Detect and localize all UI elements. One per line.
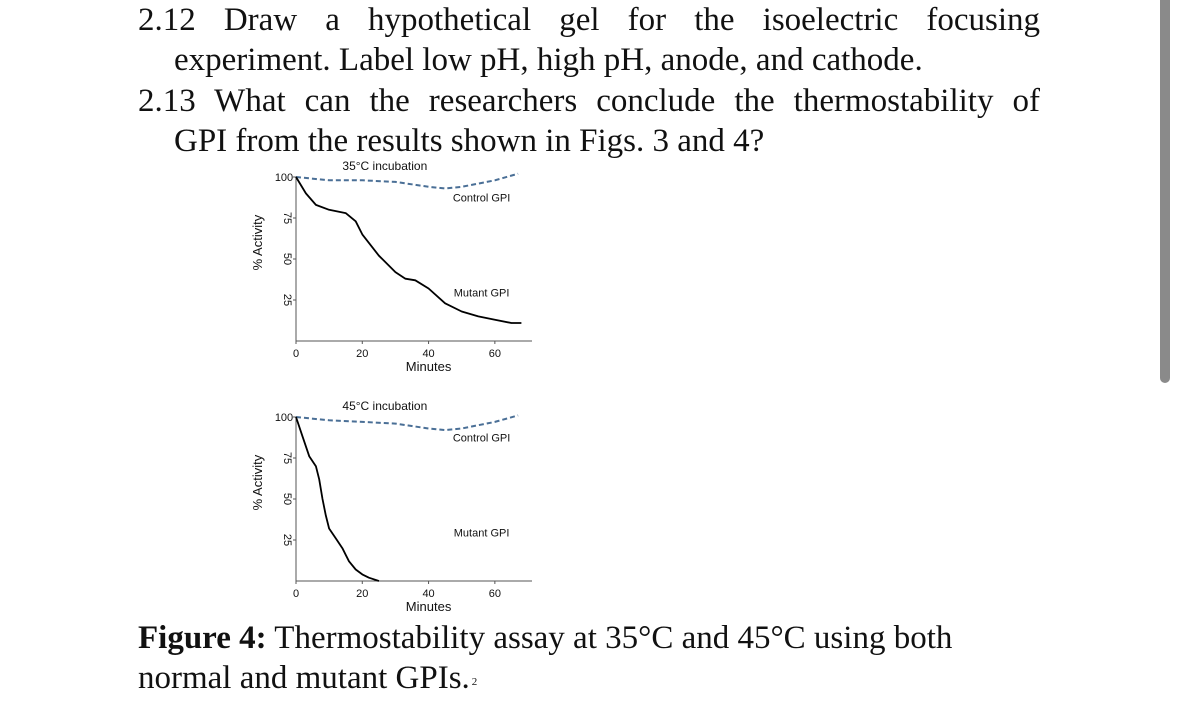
control-gpi-series-line (296, 415, 518, 430)
y-tick-label: 75 (281, 451, 293, 465)
series-annotation: Mutant GPI (453, 287, 510, 300)
caption-line2: normal and mutant GPIs. (138, 660, 470, 696)
question-2-12-line1: 2.12 Draw a hypothetical gel for the isoelectric focusing (138, 2, 1040, 38)
scrollbar[interactable] (1160, 0, 1170, 383)
mutant-gpi-series-line (296, 417, 379, 581)
x-tick-label: 40 (422, 588, 435, 600)
chart-35c-incubation (240, 155, 540, 375)
chart-title: 45°C incubation (342, 399, 428, 413)
y-axis-label: % Activity (250, 214, 265, 271)
y-tick-label: 50 (281, 252, 293, 266)
series-annotation: Control GPI (452, 192, 511, 205)
chart-title: 35°C incubation (342, 159, 428, 173)
y-tick-label: 25 (281, 293, 293, 307)
chart-45c-incubation (240, 395, 540, 615)
question-2-12-line2: experiment. Label low pH, high pH, anode, and cathode. (174, 42, 923, 78)
figure-caption (138, 618, 952, 698)
x-tick-label: 20 (356, 348, 369, 360)
y-axis-label: % Activity (250, 454, 265, 511)
x-axis-label: Minutes (405, 359, 452, 374)
caption-line1: Thermostability assay at 35°C and 45°C using both (274, 620, 953, 656)
x-axis-label: Minutes (405, 599, 452, 614)
question-2-13-line2: GPI from the results shown in Figs. 3 and 4? (174, 123, 765, 159)
figure-label: Figure 4: (138, 620, 267, 656)
y-tick-label: 25 (281, 533, 293, 547)
series-annotation: Mutant GPI (453, 527, 510, 540)
series-annotation: Control GPI (452, 432, 511, 445)
y-tick-label: 100 (274, 172, 294, 184)
y-tick-label: 100 (274, 412, 294, 424)
x-tick-label: 0 (292, 348, 300, 360)
y-tick-label: 50 (281, 492, 293, 506)
x-tick-label: 40 (422, 348, 435, 360)
y-tick-label: 75 (281, 211, 293, 225)
x-tick-label: 60 (488, 588, 501, 600)
question-2-13-line1: 2.13 What can the researchers conclude the thermostability of (138, 83, 1040, 119)
caption-superscript: 2 (471, 676, 478, 688)
control-gpi-series-line (296, 174, 518, 189)
x-tick-label: 60 (488, 348, 501, 360)
x-tick-label: 0 (292, 588, 300, 600)
x-tick-label: 20 (356, 588, 369, 600)
